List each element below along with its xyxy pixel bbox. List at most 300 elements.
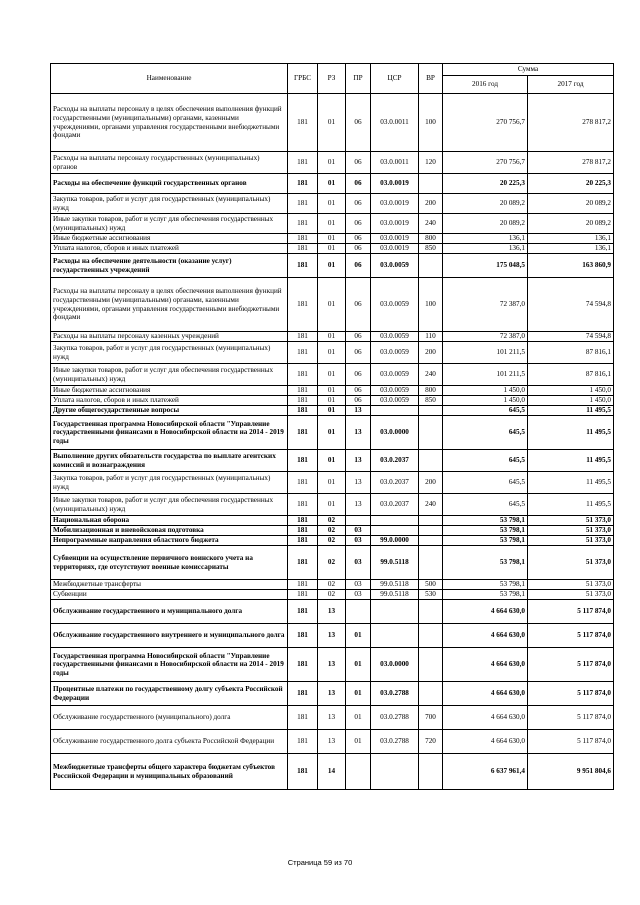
cell-2017: 20 089,2 (528, 214, 614, 234)
table-row (51, 590, 614, 600)
cell-grbs: 181 (288, 546, 318, 580)
cell-2017: 5 117 874,0 (528, 648, 614, 682)
cell-csr: 99.0.5118 (371, 580, 419, 590)
cell-grbs: 181 (288, 214, 318, 234)
table-row (51, 364, 614, 386)
header-vr: ВР (419, 64, 443, 94)
cell-2016: 4 664 630,0 (443, 648, 528, 682)
cell-csr: 03.0.0059 (371, 254, 419, 278)
table-row (51, 706, 614, 730)
cell-2016: 175 048,5 (443, 254, 528, 278)
header-rz: РЗ (318, 64, 346, 94)
header-2016: 2016 год (443, 76, 528, 94)
cell-2016: 4 664 630,0 (443, 624, 528, 648)
cell-csr (371, 516, 419, 526)
cell-grbs: 181 (288, 754, 318, 790)
cell-name: Другие общегосударственные вопросы (51, 406, 288, 416)
table-row (51, 174, 614, 194)
cell-grbs: 181 (288, 472, 318, 494)
header-pr: ПР (346, 64, 371, 94)
cell-name: Иные бюджетные ассигнования (51, 234, 288, 244)
cell-pr: 06 (346, 214, 371, 234)
cell-rz: 02 (318, 516, 346, 526)
cell-csr: 03.0.2037 (371, 450, 419, 472)
cell-2016: 72 387,0 (443, 278, 528, 332)
cell-rz: 01 (318, 152, 346, 174)
cell-grbs: 181 (288, 730, 318, 754)
cell-2016: 645,5 (443, 416, 528, 450)
cell-pr: 06 (346, 332, 371, 342)
table-row (51, 386, 614, 396)
table-row (51, 494, 614, 516)
cell-rz: 01 (318, 472, 346, 494)
cell-pr: 13 (346, 472, 371, 494)
cell-name: Обслуживание государственного (муниципального) долга (51, 706, 288, 730)
cell-2016: 4 664 630,0 (443, 730, 528, 754)
cell-vr (419, 546, 443, 580)
cell-name: Иные бюджетные ассигнования (51, 386, 288, 396)
cell-2017: 20 225,3 (528, 174, 614, 194)
table-row (51, 682, 614, 706)
cell-grbs: 181 (288, 194, 318, 214)
cell-2016: 53 798,1 (443, 516, 528, 526)
cell-pr: 01 (346, 730, 371, 754)
cell-rz: 01 (318, 494, 346, 516)
cell-2017: 5 117 874,0 (528, 730, 614, 754)
table-row (51, 600, 614, 624)
cell-name: Расходы на обеспечение деятельности (оказание услуг) государственных учреждений (51, 254, 288, 278)
cell-pr: 06 (346, 386, 371, 396)
cell-name: Обслуживание государственного и муниципального долга (51, 600, 288, 624)
cell-csr: 03.0.2788 (371, 730, 419, 754)
cell-2017: 87 816,1 (528, 364, 614, 386)
cell-2017: 9 951 804,6 (528, 754, 614, 790)
cell-pr (346, 754, 371, 790)
cell-vr (419, 682, 443, 706)
cell-vr: 200 (419, 472, 443, 494)
cell-csr: 03.0.0019 (371, 194, 419, 214)
cell-csr: 99.0.0000 (371, 536, 419, 546)
cell-vr: 700 (419, 706, 443, 730)
cell-vr (419, 754, 443, 790)
cell-2016: 53 798,1 (443, 590, 528, 600)
cell-2016: 4 664 630,0 (443, 682, 528, 706)
cell-grbs: 181 (288, 494, 318, 516)
cell-vr (419, 624, 443, 648)
table-row (51, 234, 614, 244)
cell-rz: 02 (318, 590, 346, 600)
cell-2016: 20 089,2 (443, 214, 528, 234)
table-body (51, 94, 614, 790)
cell-grbs: 181 (288, 342, 318, 364)
table-row (51, 214, 614, 234)
cell-grbs: 181 (288, 396, 318, 406)
cell-pr: 13 (346, 494, 371, 516)
table-row (51, 396, 614, 406)
cell-rz: 01 (318, 174, 346, 194)
cell-rz: 13 (318, 624, 346, 648)
cell-csr: 03.0.0019 (371, 234, 419, 244)
cell-vr (419, 406, 443, 416)
cell-csr (371, 526, 419, 536)
cell-vr (419, 536, 443, 546)
cell-rz: 01 (318, 234, 346, 244)
cell-pr: 03 (346, 590, 371, 600)
cell-name: Расходы на выплаты персоналу государственных (муниципальных) органов (51, 152, 288, 174)
cell-rz: 01 (318, 244, 346, 254)
cell-csr: 03.0.0059 (371, 386, 419, 396)
cell-2017: 74 594,8 (528, 332, 614, 342)
cell-2017: 1 450,0 (528, 396, 614, 406)
cell-name: Субвенции на осуществление первичного воинского учета на территориях, где отсутствуют военные комиссариаты (51, 546, 288, 580)
cell-csr: 03.0.0019 (371, 244, 419, 254)
cell-pr: 13 (346, 406, 371, 416)
cell-vr: 100 (419, 94, 443, 152)
cell-pr: 01 (346, 682, 371, 706)
cell-rz: 01 (318, 386, 346, 396)
cell-pr: 06 (346, 396, 371, 406)
cell-vr (419, 174, 443, 194)
cell-2016: 4 664 630,0 (443, 600, 528, 624)
cell-pr (346, 516, 371, 526)
header-2017: 2017 год (528, 76, 614, 94)
cell-2017: 5 117 874,0 (528, 624, 614, 648)
cell-rz: 13 (318, 706, 346, 730)
cell-csr: 03.0.0059 (371, 278, 419, 332)
cell-grbs: 181 (288, 152, 318, 174)
cell-rz: 01 (318, 194, 346, 214)
cell-name: Обслуживание государственного долга субъекта Российской Федерации (51, 730, 288, 754)
cell-rz: 01 (318, 342, 346, 364)
cell-grbs: 181 (288, 682, 318, 706)
table-row (51, 244, 614, 254)
table-row (51, 648, 614, 682)
cell-2016: 1 450,0 (443, 396, 528, 406)
cell-2017: 51 373,0 (528, 516, 614, 526)
cell-vr: 800 (419, 234, 443, 244)
cell-grbs: 181 (288, 416, 318, 450)
cell-rz: 01 (318, 94, 346, 152)
cell-2017: 87 816,1 (528, 342, 614, 364)
table-row (51, 152, 614, 174)
cell-name: Государственная программа Новосибирской области "Управление государственными финансами в Новосибирской области на 2014 - 2019 годы (51, 416, 288, 450)
cell-pr: 01 (346, 624, 371, 648)
cell-pr: 03 (346, 546, 371, 580)
cell-vr: 530 (419, 590, 443, 600)
cell-name: Процентные платежи по государственному долгу субъекта Российской Федерации (51, 682, 288, 706)
table-row (51, 406, 614, 416)
cell-pr: 03 (346, 536, 371, 546)
cell-grbs: 181 (288, 526, 318, 536)
cell-grbs: 181 (288, 706, 318, 730)
cell-csr: 03.0.0059 (371, 396, 419, 406)
cell-2017: 136,1 (528, 244, 614, 254)
cell-name: Иные закупки товаров, работ и услуг для обеспечения государственных (муниципальных) нужд (51, 214, 288, 234)
cell-csr: 03.0.0059 (371, 342, 419, 364)
cell-2017: 5 117 874,0 (528, 600, 614, 624)
cell-2017: 11 495,5 (528, 416, 614, 450)
cell-pr: 13 (346, 450, 371, 472)
cell-pr: 01 (346, 706, 371, 730)
cell-vr: 110 (419, 332, 443, 342)
cell-2016: 136,1 (443, 244, 528, 254)
cell-grbs: 181 (288, 600, 318, 624)
cell-csr: 99.0.5118 (371, 546, 419, 580)
table-row (51, 278, 614, 332)
cell-rz: 01 (318, 332, 346, 342)
table-row (51, 546, 614, 580)
cell-pr: 06 (346, 278, 371, 332)
cell-grbs: 181 (288, 624, 318, 648)
cell-2016: 645,5 (443, 494, 528, 516)
cell-csr: 03.0.0059 (371, 332, 419, 342)
cell-2017: 51 373,0 (528, 546, 614, 580)
cell-rz: 13 (318, 648, 346, 682)
table-row (51, 94, 614, 152)
cell-rz: 13 (318, 682, 346, 706)
cell-rz: 01 (318, 406, 346, 416)
cell-2016: 645,5 (443, 450, 528, 472)
cell-pr: 06 (346, 234, 371, 244)
table-row (51, 580, 614, 590)
cell-2016: 6 637 961,4 (443, 754, 528, 790)
cell-2017: 11 495,5 (528, 494, 614, 516)
table-row (51, 536, 614, 546)
cell-2017: 1 450,0 (528, 386, 614, 396)
cell-grbs: 181 (288, 386, 318, 396)
cell-pr: 06 (346, 152, 371, 174)
cell-pr: 06 (346, 364, 371, 386)
cell-grbs: 181 (288, 244, 318, 254)
cell-2017: 278 817,2 (528, 94, 614, 152)
cell-2016: 20 089,2 (443, 194, 528, 214)
cell-vr: 850 (419, 244, 443, 254)
cell-rz: 02 (318, 536, 346, 546)
cell-name: Уплата налогов, сборов и иных платежей (51, 244, 288, 254)
cell-grbs: 181 (288, 234, 318, 244)
cell-2017: 51 373,0 (528, 536, 614, 546)
cell-csr: 99.0.5118 (371, 590, 419, 600)
cell-pr (346, 600, 371, 624)
cell-name: Уплата налогов, сборов и иных платежей (51, 396, 288, 406)
cell-2016: 20 225,3 (443, 174, 528, 194)
cell-2017: 51 373,0 (528, 580, 614, 590)
cell-2016: 101 211,5 (443, 364, 528, 386)
cell-csr (371, 600, 419, 624)
cell-2017: 20 089,2 (528, 194, 614, 214)
cell-csr: 03.0.2788 (371, 682, 419, 706)
cell-pr: 03 (346, 526, 371, 536)
cell-vr: 120 (419, 152, 443, 174)
cell-grbs: 181 (288, 450, 318, 472)
cell-2017: 74 594,8 (528, 278, 614, 332)
cell-vr (419, 526, 443, 536)
table-row (51, 342, 614, 364)
cell-rz: 01 (318, 450, 346, 472)
cell-name: Субвенции (51, 590, 288, 600)
cell-grbs: 181 (288, 406, 318, 416)
header-sum: Сумма (443, 64, 614, 76)
cell-name: Расходы на выплаты персоналу в целях обеспечения выполнения функций государственными (муниципальными) органами, казенными учреждениями, органами управления государственными внебюджетными фондами (51, 278, 288, 332)
cell-name: Межбюджетные трансферты (51, 580, 288, 590)
cell-grbs: 181 (288, 332, 318, 342)
table-row (51, 332, 614, 342)
cell-grbs: 181 (288, 580, 318, 590)
cell-name: Закупка товаров, работ и услуг для государственных (муниципальных) нужд (51, 342, 288, 364)
cell-vr (419, 648, 443, 682)
table-row (51, 624, 614, 648)
cell-csr: 03.0.2037 (371, 472, 419, 494)
cell-name: Государственная программа Новосибирской области "Управление государственными финансами в Новосибирской области на 2014 - 2019 годы (51, 648, 288, 682)
cell-2016: 645,5 (443, 472, 528, 494)
cell-name: Обслуживание государственного внутреннего и муниципального долга (51, 624, 288, 648)
header-grbs: ГРБС (288, 64, 318, 94)
cell-grbs: 181 (288, 254, 318, 278)
table-row (51, 730, 614, 754)
cell-rz: 01 (318, 254, 346, 278)
cell-rz: 13 (318, 600, 346, 624)
table-row (51, 516, 614, 526)
cell-2017: 5 117 874,0 (528, 682, 614, 706)
cell-2016: 101 211,5 (443, 342, 528, 364)
cell-pr: 06 (346, 342, 371, 364)
cell-vr: 200 (419, 342, 443, 364)
cell-name: Непрограммные направления областного бюджета (51, 536, 288, 546)
cell-vr (419, 416, 443, 450)
cell-grbs: 181 (288, 516, 318, 526)
cell-grbs: 181 (288, 590, 318, 600)
cell-rz: 01 (318, 278, 346, 332)
cell-2017: 51 373,0 (528, 590, 614, 600)
cell-csr (371, 754, 419, 790)
table-row (51, 416, 614, 450)
cell-vr (419, 254, 443, 278)
cell-2016: 136,1 (443, 234, 528, 244)
cell-rz: 02 (318, 580, 346, 590)
cell-2017: 11 495,5 (528, 406, 614, 416)
cell-name: Расходы на выплаты персоналу в целях обеспечения выполнения функций государственными (муниципальными) органами, казенными учреждениями, органами управления государственными внебюджетными фондами (51, 94, 288, 152)
table-row (51, 526, 614, 536)
cell-pr: 06 (346, 254, 371, 278)
cell-2016: 270 756,7 (443, 152, 528, 174)
cell-2017: 11 495,5 (528, 472, 614, 494)
cell-name: Выполнение других обязательств государства по выплате агентских комиссий и вознаграждения (51, 450, 288, 472)
cell-vr: 200 (419, 194, 443, 214)
cell-csr: 03.0.0019 (371, 174, 419, 194)
cell-2017: 11 495,5 (528, 450, 614, 472)
cell-pr: 06 (346, 194, 371, 214)
cell-vr: 240 (419, 214, 443, 234)
cell-name: Иные закупки товаров, работ и услуг для обеспечения государственных (муниципальных) нужд (51, 364, 288, 386)
cell-vr (419, 600, 443, 624)
cell-csr: 03.0.0011 (371, 152, 419, 174)
cell-2016: 53 798,1 (443, 526, 528, 536)
cell-pr: 13 (346, 416, 371, 450)
cell-rz: 02 (318, 526, 346, 536)
budget-table (50, 63, 614, 790)
cell-2016: 1 450,0 (443, 386, 528, 396)
cell-vr (419, 516, 443, 526)
cell-2017: 163 860,9 (528, 254, 614, 278)
cell-csr: 03.0.0059 (371, 364, 419, 386)
cell-rz: 13 (318, 730, 346, 754)
cell-csr: 03.0.2788 (371, 706, 419, 730)
cell-name: Иные закупки товаров, работ и услуг для обеспечения государственных (муниципальных) нужд (51, 494, 288, 516)
table-row (51, 194, 614, 214)
cell-vr (419, 450, 443, 472)
table-row (51, 754, 614, 790)
cell-rz: 01 (318, 416, 346, 450)
cell-name: Межбюджетные трансферты общего характера бюджетам субъектов Российской Федерации и муниципальных образований (51, 754, 288, 790)
cell-2017: 278 817,2 (528, 152, 614, 174)
cell-2017: 51 373,0 (528, 526, 614, 536)
cell-name: Расходы на выплаты персоналу казенных учреждений (51, 332, 288, 342)
cell-vr: 720 (419, 730, 443, 754)
cell-2017: 5 117 874,0 (528, 706, 614, 730)
cell-name: Закупка товаров, работ и услуг для государственных (муниципальных) нужд (51, 472, 288, 494)
cell-csr (371, 624, 419, 648)
cell-rz: 01 (318, 214, 346, 234)
cell-vr: 800 (419, 386, 443, 396)
cell-csr: 03.0.2037 (371, 494, 419, 516)
header-csr: ЦСР (371, 64, 419, 94)
cell-2016: 270 756,7 (443, 94, 528, 152)
cell-grbs: 181 (288, 648, 318, 682)
cell-rz: 14 (318, 754, 346, 790)
cell-vr: 500 (419, 580, 443, 590)
cell-name: Закупка товаров, работ и услуг для государственных (муниципальных) нужд (51, 194, 288, 214)
cell-grbs: 181 (288, 278, 318, 332)
cell-pr: 01 (346, 648, 371, 682)
cell-name: Расходы на обеспечение функций государственных органов (51, 174, 288, 194)
table-row (51, 472, 614, 494)
cell-pr: 03 (346, 580, 371, 590)
cell-grbs: 181 (288, 174, 318, 194)
table-row (51, 254, 614, 278)
cell-rz: 02 (318, 546, 346, 580)
cell-vr: 100 (419, 278, 443, 332)
cell-csr (371, 406, 419, 416)
cell-pr: 06 (346, 94, 371, 152)
page-footer: Страница 59 из 70 (287, 858, 353, 867)
cell-vr: 850 (419, 396, 443, 406)
table-row (51, 450, 614, 472)
cell-name: Мобилизационная и вневойсковая подготовка (51, 526, 288, 536)
cell-2016: 72 387,0 (443, 332, 528, 342)
cell-2017: 136,1 (528, 234, 614, 244)
cell-csr: 03.0.0000 (371, 648, 419, 682)
cell-pr: 06 (346, 244, 371, 254)
cell-grbs: 181 (288, 536, 318, 546)
cell-vr: 240 (419, 494, 443, 516)
cell-rz: 01 (318, 364, 346, 386)
cell-2016: 53 798,1 (443, 546, 528, 580)
cell-2016: 53 798,1 (443, 580, 528, 590)
cell-rz: 01 (318, 396, 346, 406)
cell-2016: 645,5 (443, 406, 528, 416)
cell-2016: 4 664 630,0 (443, 706, 528, 730)
cell-grbs: 181 (288, 94, 318, 152)
cell-pr: 06 (346, 174, 371, 194)
cell-name: Национальная оборона (51, 516, 288, 526)
header-name: Наименование (51, 64, 288, 94)
cell-csr: 03.0.0019 (371, 214, 419, 234)
cell-2016: 53 798,1 (443, 536, 528, 546)
cell-grbs: 181 (288, 364, 318, 386)
cell-csr: 03.0.0011 (371, 94, 419, 152)
cell-vr: 240 (419, 364, 443, 386)
cell-csr: 03.0.0000 (371, 416, 419, 450)
